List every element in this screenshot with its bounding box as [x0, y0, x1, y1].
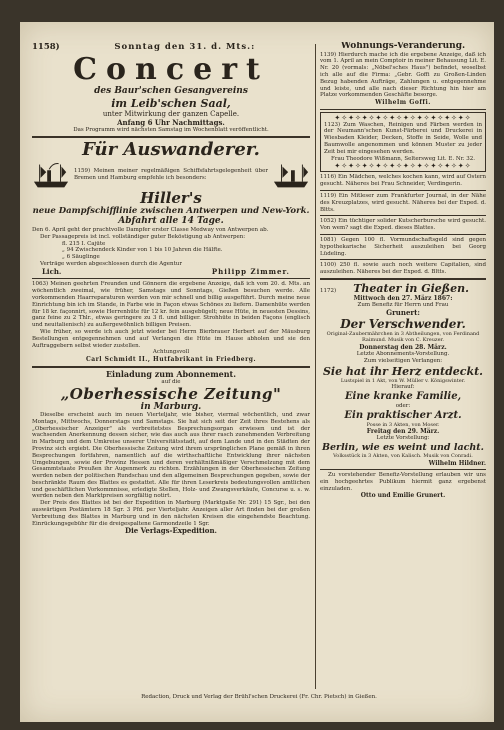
publisher-sign: Die Verlags-Expedition. — [125, 526, 217, 536]
invitation: Zu vorstehender Benefiz-Vorstellung erlauben wir uns ein hochgeehrtes Publikum hiermit ganz ergebenst einzuladen. — [320, 471, 486, 492]
capital-notice: 1100) 250 fl. sowie auch noch weitere Capitalien, sind auszuleihen. Näheres bei der Exped. d. Bltts. — [320, 262, 486, 276]
subscription-title: Einladung zum Abonnement. — [105, 368, 237, 379]
play-berlin-sub: Volksstück in 3 Akten, von Kalisch. Musik von Conradi. — [333, 453, 473, 460]
ornament-border: ✦✧✦✧✦✧✦✧✦✧✦✧✦✧✦✧✦✧✦✧ — [334, 113, 472, 122]
newspaper-city: in Marburg. — [140, 401, 202, 412]
hat-greeting: Achtungsvoll — [152, 349, 190, 356]
divider — [320, 234, 486, 235]
play-herz-sub: Lustspiel in 1 Akt, von W. Müller v. Königswinter. — [340, 377, 466, 384]
divider — [32, 366, 310, 368]
ad-number: 1158) — [32, 42, 60, 52]
relocation-title: Wohnungs-Veränderung. — [340, 42, 466, 51]
hierauf: Hierauf: — [391, 383, 415, 390]
theater-date-1: Mittwoch den 27. März 1867: — [353, 294, 453, 302]
play-arzt-sub: Posse in 3 Akten, von Moser. — [366, 421, 440, 428]
coachman-wanted: 1052) Ein tüchtiger solider Kutscherbursche wird gesucht. Von wem? sagt die Exped. dieses Blattes. — [320, 218, 486, 232]
steamship-icon — [272, 160, 310, 190]
imprint: Redaction, Druck und Verlag der Brühl'schen Druckerei (Fr. Chr. Pietsch) in Gießen. — [141, 694, 377, 700]
theater-date-2: Donnerstag den 28. März. — [359, 343, 447, 351]
hat-signature: Carl Schmidt II., Hutfabrikant in Friedberg. — [85, 356, 257, 364]
subscription-text: Dieselbe erscheint auch im neuen Vierteljahr, wie bisher, viermal wöchentlich, und zwar Montags, Mittwochs, Donnerstags und Samstags. Sie hat sich seit der Zeit ihres Bestehens als „Oberhessischer Anzeiger" als verbreitetstes Besprechungsorgan erwiesen und ist der wachsenden Anerkennung dessen sicher, wie das auch aus ihrer rasch zunehmenden Verbreitung in Marburg und dem Umkreise unserer Universitätsstadt, auf dem Lande und in den Städten der Provinz sich ergiebt. Die Oberhessische Zeitung wird ihrem ursprünglichen Plane gemäß in ihren Besprechungen fortfahren, namentlich auf die wirthschaftliche Entwicklung ihrer nächsten Umgebungen, sowie der Provinz Hessen und deren verhältnißmäßiger Verschmelzung mit dem Gesammtstaate Preußen ihr Augenmerk zu richten. Erzählungen in der Oberhessischen Zeitung werden neben der politischen Rundschau und den allgemeinen Besprechungen gegeben, sowie der beschränkte Raum des Blattes es gestattet. Alle für ihren Leserkreis bedeutungsvollen amtlichen und geschäftlichen Vorkommnisse, erledigte Stellen, Holz- und Zwangsverkäufe, Concurse u. s. w. werden neben den Marktpreisen sorgfältig notirt. — [32, 411, 310, 500]
divider — [320, 215, 486, 216]
concert-line1: des Baur'schen Gesangvereins — [94, 86, 248, 96]
theater-title: Theater in Gießen. — [353, 281, 469, 295]
play-familie: Eine kranke Familie, — [344, 390, 462, 402]
concert-line5: Das Programm wird nächsten Samstag im Wochenblatt veröffentlicht. — [73, 127, 269, 134]
hiller-line: neue Dampfschifflinie zwischen Antwerpen und New-York. — [32, 205, 310, 216]
play-verschwender: Der Verschwender. — [340, 316, 466, 331]
dye-works-sign: Frau Theodore Wißmann, Seltersweg Lit. E. Nr. 32. — [331, 155, 475, 162]
left-column — [32, 42, 310, 536]
passage-price: Der Passagepreis ist incl. vollständiger guter Beköstigung ab Antwerpen: — [40, 233, 246, 240]
concert-title: Concert — [73, 52, 269, 87]
emigrants-block — [32, 160, 310, 190]
play-arzt: Ein praktischer Arzt. — [344, 409, 462, 421]
divider — [32, 278, 310, 279]
price-infants: „ 6 Säuglinge — [62, 254, 100, 261]
subscription-on: auf die — [161, 379, 181, 386]
divider — [320, 190, 486, 191]
agency-name: Philipp Zimmer. — [211, 266, 290, 276]
steamship-icon — [32, 160, 70, 190]
divider — [320, 469, 486, 470]
emigrants-title: Für Auswanderer. — [82, 138, 260, 160]
agency-signature — [32, 268, 310, 277]
loan-notice: 1081) Gegen 100 fl. Vormundschaftsgeld sind gegen hypothekarische Sicherheit auszuleihen bei Georg Lüdeling. — [320, 236, 486, 257]
concert-header — [32, 42, 310, 52]
theater-header — [320, 282, 486, 295]
concert-line2: im Leib'schen Saal, — [111, 97, 231, 110]
hat-notice: 1063) Meinen geehrten Freunden und Gönnern die ergebene Anzeige, daß ich vom 20. d. Mts. an wöchentlich zweimal, wie früher, Samstags und Sonntags, Gießen besuchen werde. Alle vorkommenden Haarreparaturen werden von mir schnell und billig ausgeführt. Durch meine neue Einrichtung bin ich im Stande, in Farbe wie in Façon etwas Schönes zu liefern. Damenhüte werden für 18 kr. façonnirt, sowie Herrenhüte für 12 kr. fein ausgebügelt; neue Hüte, in neuesten Dessins, ganz feine zu 2 Thlr., etwas geringere zu 3 fl. und billiger. Strohhüte in beiden Façons (englisch und neuitalienisch) zu außergewöhnlich billigen Preisen. — [32, 281, 310, 329]
agency-line: Verträge werden abgeschlossen durch die Agentur — [40, 260, 182, 267]
reader-wanted: 1119) Ein Mitleser zum Frankfurter Journal, in der Nähe des Kreuzplatzes, wird gesucht. Näheres bei der Exped. d. Bltts. — [320, 192, 486, 213]
hiller-title: Hiller's — [140, 188, 202, 207]
oder: oder: — [395, 402, 411, 409]
relocation-text: 1139) Hierdurch mache ich die ergebene Anzeige, daß ich vom 1. April an mein Comptoir in meiner Behausung Lit. E. Nr. 20 (vormals: „Nöbel'sches Haus") befindet, woselbst ich alle auf die Firma: „Gebr. Goffi zu Großen-Linden Bezug habenden Aufträge, Zahlungen u. entgegennehme und leiste, und alle nach dieser Richtung hin hier am Platze vorkommenden Geschäfte besorge. — [320, 51, 486, 99]
price-cabin: fl. 215 I. Cajüte — [62, 240, 106, 247]
play-herz: Sie hat ihr Herz entdeckt. — [322, 364, 484, 378]
column-divider — [315, 44, 316, 689]
concert-line3: unter Mitwirkung der ganzen Capelle. — [102, 110, 240, 118]
maid-wanted: 1116) Ein Mädchen, welches kochen kann, wird auf Ostern gesucht. Näheres bei Frau Schneider, Verdingerin. — [320, 174, 486, 188]
theater-benefit: Zum Benefiz für Herrn und Frau — [357, 302, 449, 309]
play-berlin: Berlin, wie es weint und lacht. — [321, 442, 484, 454]
dye-works-ad — [320, 112, 486, 173]
dye-works-text: 1123) Zum Waschen, Reinigen und Färben werden in der Neumann'schen Kunst-Färberei und Druckerei in Wiesbaden Kleider, Decken, Stoffe in Seide, Wolle und Baumwolle angenommen und können Muster zu jeder Zeit bei mir eingesehen werden. — [324, 121, 482, 155]
divider — [320, 278, 486, 280]
last-show: Letzte Vorstellung: — [376, 435, 430, 442]
hat-notice-2: Wie früher, so werde ich auch jetzt wieder bei Herrn Bierbrauer Herbert auf der Mäusburg Bestellungen entgegennehmen und auf Verlangen die Hüte im Hause abholen und sie den Auftraggebern selbst wieder zustellen. — [32, 328, 310, 349]
divider — [320, 109, 486, 110]
ornament-border: ✦✧✦✧✦✧✦✧✦✧✦✧✦✧✦✧✦✧✦✧ — [334, 162, 472, 171]
by-request: Zum vielseitigen Verlangen: — [363, 357, 443, 364]
theater-date-3: Freitag den 29. März. — [366, 427, 440, 435]
last-subscription: Letzte Abonnements-Vorstellung. — [356, 350, 450, 357]
divider — [320, 259, 486, 260]
price-steerage: „ 94 Zwischendeck Kinder von 1 bis 10 Jahren die Hälfte. — [62, 247, 223, 254]
departure-dates: Den 6. April geht der prachtvolle Dampfer erster Classe Medway von Antwerpen ab. — [32, 226, 269, 233]
theater-beneficiary: Grunert: — [386, 308, 420, 318]
theater-director: Wilhelm Hildner. — [428, 459, 486, 467]
agency-town: Lich. — [42, 266, 62, 276]
newspaper-page — [20, 22, 494, 722]
concert-line4: Anfang 6 Uhr Nachmittags. — [117, 117, 225, 127]
theater-number: 1172) — [320, 287, 337, 294]
departure: Abfahrt alle 14 Tage. — [118, 215, 224, 226]
newspaper-name: „Oberhessische Zeitung" — [60, 384, 282, 403]
invitation-sign: Otto und Emilie Grunert. — [360, 492, 446, 500]
subscription-price: Der Preis des Blattes ist bei der Expedition in Marburg (Marktgaße Nr. 291) 15 Sgr., bei den auswärtigen Postämtern 18 Sgr. 3 Pfd. per Vierteljahr. Anzeigen aller Art finden bei der großen Verbreitung des Blattes in Marburg und in den nächsten Kreisen die eingehendste Beachtung. Einrückungsgebühr für die dreigespaltene Garmondzeile 1 Sgr. — [32, 500, 310, 527]
concert-date: Sonntag den 31. d. Mts.: — [114, 42, 256, 52]
relocation-sign: Wilhelm Goffi. — [375, 99, 431, 107]
right-column — [320, 42, 486, 500]
play-verschwender-sub: Original-Zaubermährchen in 3 Abtheilungen, von Ferdinand Raimund. Musik von C. Kreuzer. — [326, 330, 480, 344]
emigrants-text: 1159) Meinen meiner regelmäßigen Schiffsfahrtsgelegenheit über Bremen und Hamburg empfehle ich besonders: — [74, 168, 268, 181]
divider — [32, 136, 310, 138]
